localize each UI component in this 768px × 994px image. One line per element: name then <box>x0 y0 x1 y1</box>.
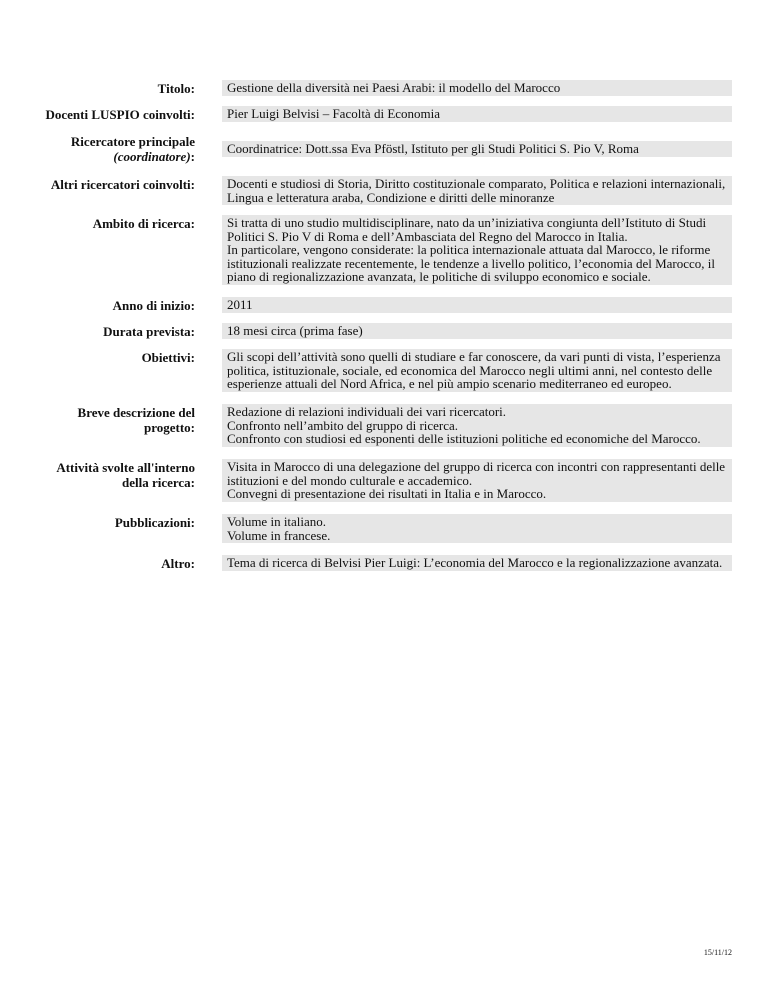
label-line: della ricerca: <box>121 475 195 490</box>
label-pubblicazioni: Pubblicazioni: <box>114 515 195 530</box>
value-line: piano di regionalizzazione avanzata, le politiche di sviluppo economico e sociale. <box>227 269 651 284</box>
value-line: Lingua e letteratura araba, Condizione e diritti delle minoranze <box>227 189 555 205</box>
value-line: istituzionali realizzate recentemente, le tendenze a livello politico, l’economia del Marocco, il <box>227 255 716 271</box>
label-descrizione <box>5 405 195 435</box>
value-pubblicazioni <box>222 514 732 543</box>
label-docenti: Docenti LUSPIO coinvolti: <box>45 107 195 122</box>
value-line: 18 mesi circa (prima fase) <box>227 323 363 338</box>
value-altro <box>222 555 732 571</box>
value-line: Pier Luigi Belvisi – Facoltà di Economia <box>227 106 441 121</box>
value-ricercatore <box>222 141 732 157</box>
value-titolo <box>222 80 732 96</box>
value-line: Si tratta di uno studio multidisciplinare, nato da un’iniziativa congiunta dell’Istituto di Studi <box>227 215 707 230</box>
value-attivita <box>222 459 732 502</box>
value-obiettivi <box>222 349 732 392</box>
value-line: Volume in francese. <box>227 527 331 543</box>
value-anno <box>222 297 732 313</box>
label-attivita <box>5 460 195 490</box>
value-line: istituzioni e del mondo culturale e accademico. <box>227 472 473 488</box>
value-line: Tema di ricerca di Belvisi Pier Luigi: L’economia del Marocco e la regionalizzazione avanzata. <box>227 555 723 570</box>
label-ricercatore <box>5 134 195 164</box>
label-durata: Durata prevista: <box>103 324 195 339</box>
value-altri-ricercatori <box>222 176 732 205</box>
label-line: progetto: <box>143 420 195 435</box>
value-line: Confronto nell’ambito del gruppo di ricerca. <box>227 417 459 433</box>
footer-date: 15/11/12 <box>703 948 732 957</box>
value-line: Coordinatrice: Dott.ssa Eva Pföstl, Istituto per gli Studi Politici S. Pio V, Roma <box>227 141 639 156</box>
value-line: esperienze attuali del Nord Africa, e nel più ampio scenario mediterraneo ed europeo. <box>227 376 672 391</box>
label-anno: Anno di inizio: <box>112 298 195 313</box>
value-line: Gestione della diversità nei Paesi Arabi: il modello del Marocco <box>227 80 561 95</box>
value-line: politica, istituzionale, sociale, ed economica del Marocco negli ultimi anni, nel contesto delle <box>227 362 713 378</box>
value-line: Docenti e studiosi di Storia, Diritto costituzionale comparato, Politica e relazioni internazionali, <box>227 176 726 191</box>
value-line: Volume in italiano. <box>227 514 327 529</box>
value-ambito <box>222 215 732 285</box>
value-line: Gli scopi dell’attività sono quelli di studiare e far conoscere, da vari punti di vista, l’esperienza <box>227 349 721 364</box>
value-line: Confronto con studiosi ed esponenti delle istituzioni politiche ed economiche del Marocco. <box>227 431 701 446</box>
value-line: Politici S. Pio V di Roma e dell’Ambasciata del Regno del Marocco in Italia. <box>227 228 628 244</box>
label-ambito: Ambito di ricerca: <box>92 216 195 231</box>
value-docenti <box>222 106 732 122</box>
label-titolo: Titolo: <box>157 81 195 96</box>
label-suffix: : <box>190 149 195 164</box>
label-line: Attività svolte all'interno <box>56 460 195 475</box>
value-durata <box>222 323 732 339</box>
label-obiettivi: Obiettivi: <box>141 350 195 365</box>
value-descrizione <box>222 404 732 447</box>
label-line: Ricercatore principale <box>70 134 195 149</box>
label-altri-ricercatori: Altri ricercatori coinvolti: <box>50 177 195 192</box>
value-line: In particolare, vengono considerate: la politica internazionale attuata dal Marocco, le riforme <box>227 242 711 257</box>
label-line: Breve descrizione del <box>77 405 195 420</box>
label-line-italic: (coordinatore) <box>113 149 191 164</box>
value-line: Convegni di presentazione dei risultati in Italia e in Marocco. <box>227 486 547 501</box>
value-line: Redazione di relazioni individuali dei vari ricercatori. <box>227 404 507 419</box>
value-line: 2011 <box>227 297 253 312</box>
label-altro: Altro: <box>161 556 195 571</box>
value-line: Visita in Marocco di una delegazione del gruppo di ricerca con incontri con rappresentanti delle <box>227 459 726 474</box>
